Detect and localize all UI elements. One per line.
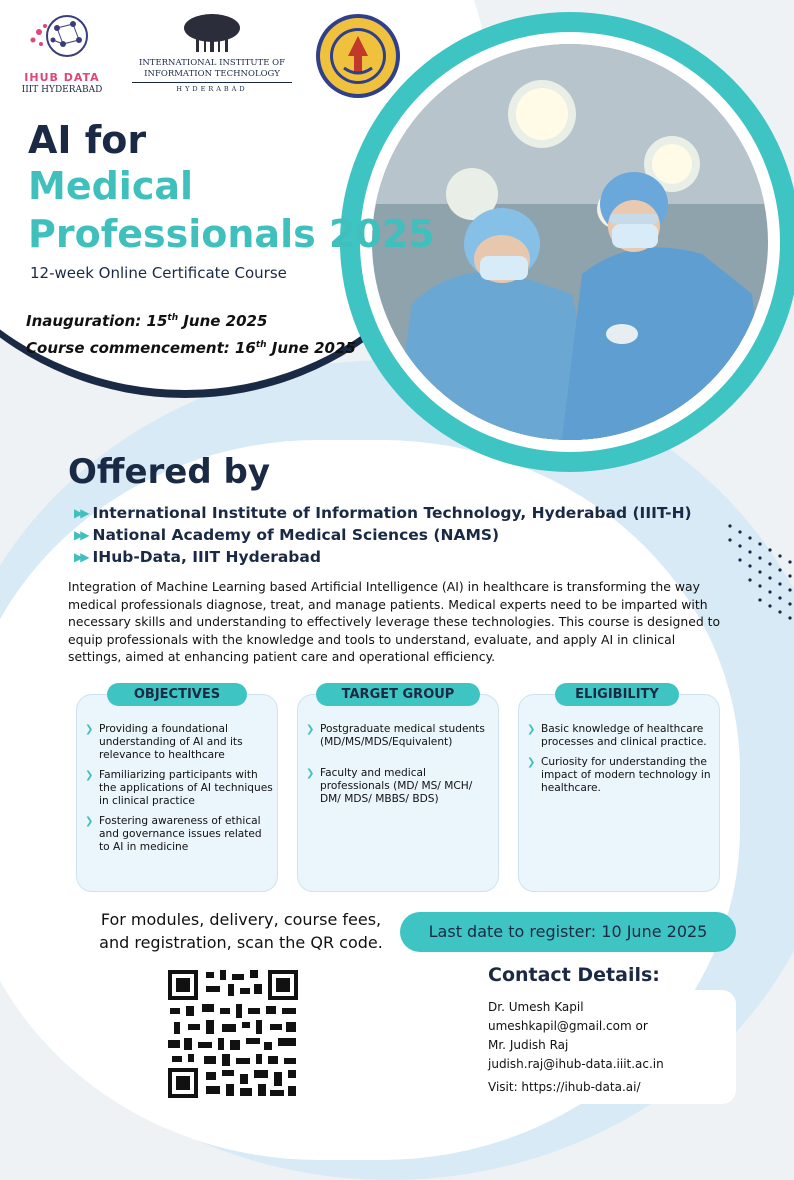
qr-instructions: For modules, delivery, course fees, and registration, scan the QR code. xyxy=(99,910,383,952)
double-chevron-icon: ▶▶ xyxy=(74,528,87,542)
list-item: ❯ Basic knowledge of healthcare processes and clinical practice. xyxy=(527,723,707,748)
contact-email-1[interactable]: umeshkapil@gmail.com or xyxy=(488,1019,648,1033)
iiit-name-line1: INTERNATIONAL INSTITUTE OF xyxy=(138,58,286,68)
course-subtitle: 12-week Online Certificate Course xyxy=(30,264,287,282)
registration-qr-code[interactable] xyxy=(166,968,300,1100)
key-dates xyxy=(26,306,356,360)
eligibility-tag: ELIGIBILITY xyxy=(555,683,679,706)
eligibility-card xyxy=(518,687,720,892)
chevron-right-icon: ❯ xyxy=(306,768,315,779)
list-item: ❯ Curiosity for understanding the impact of modern technology in healthcare. xyxy=(527,756,711,794)
iiit-name-line2: INFORMATION TECHNOLOGY xyxy=(132,69,292,83)
objectives-card xyxy=(76,687,278,892)
title-line-1: AI for xyxy=(28,118,147,162)
chevron-right-icon: ❯ xyxy=(527,724,536,735)
iiit-hyderabad-logo xyxy=(132,12,292,95)
objectives-tag: OBJECTIVES xyxy=(107,683,247,706)
course-description: Integration of Machine Learning based Artificial Intelligence (AI) in healthcare is transforming the way medical professionals diagnose, treat, and manage patients. Medical experts need to be imparted with necessary skills and understanding to effectively leverage these technologies. This course is designed to equip professionals with the knowledge and tools to understand, evaluate, and apply AI in clinical settings, aimed at enhancing patient care and operational efficiency. xyxy=(68,579,721,664)
iiit-city: HYDERABAD xyxy=(176,85,248,93)
chevron-right-icon: ❯ xyxy=(85,724,94,735)
nams-seal-logo xyxy=(314,12,402,100)
target-group-list xyxy=(306,723,494,813)
ihub-brain-icon xyxy=(27,12,97,68)
eligibility-list xyxy=(527,723,715,802)
chevron-right-icon: ❯ xyxy=(85,816,94,827)
banyan-tree-icon xyxy=(182,12,242,54)
course-title xyxy=(28,118,435,258)
list-item: ❯ Postgraduate medical students (MD/MS/MDS/Equivalent) xyxy=(306,723,485,748)
chevron-right-icon: ❯ xyxy=(85,770,94,781)
title-line-2: Medical xyxy=(28,164,194,208)
list-item: ❯ Fostering awareness of ethical and governance issues related to AI in medicine xyxy=(85,815,262,853)
title-line-3: Professionals 2025 xyxy=(28,212,435,256)
list-item: ❯ Familiarizing participants with the applications of AI techniques in clinical practice xyxy=(85,769,273,807)
registration-deadline-badge: Last date to register: 10 June 2025 xyxy=(400,912,736,952)
ihub-data-logo xyxy=(14,12,110,96)
offered-by-item: ▶▶ International Institute of Information Technology, Hyderabad (IIIT-H) xyxy=(74,504,692,522)
contact-name-2: Mr. Judish Raj xyxy=(488,1038,569,1052)
contact-email-2[interactable]: judish.raj@ihub-data.iiit.ac.in xyxy=(488,1057,664,1071)
target-group-tag: TARGET GROUP xyxy=(316,683,480,706)
offered-by-item: ▶▶ National Academy of Medical Sciences (NAMS) xyxy=(74,526,500,544)
offered-by-heading: Offered by xyxy=(68,452,271,492)
inauguration-date: Inauguration: 15th June 2025 xyxy=(26,312,268,330)
objectives-list xyxy=(85,723,273,861)
target-group-card xyxy=(297,687,499,892)
website-link[interactable]: Visit: https://ihub-data.ai/ xyxy=(488,1080,641,1094)
offered-by-item: ▶▶ IHub-Data, IIIT Hyderabad xyxy=(74,548,321,566)
contact-heading: Contact Details: xyxy=(488,964,660,986)
list-item: ❯ Faculty and medical professionals (MD/ MS/ MCH/ DM/ MDS/ MBBS/ BDS) xyxy=(306,767,473,805)
chevron-right-icon: ❯ xyxy=(306,724,315,735)
offered-by-list xyxy=(74,502,692,568)
dotted-decoration xyxy=(724,520,794,630)
chevron-right-icon: ❯ xyxy=(527,757,536,768)
ihub-logo-subtext: IIIT HYDERABAD xyxy=(21,85,103,95)
logo-row xyxy=(14,12,402,100)
ihub-logo-text: IHUB DATA xyxy=(24,71,100,84)
double-chevron-icon: ▶▶ xyxy=(74,506,87,520)
list-item: ❯ Providing a foundational understanding of AI and its relevance to healthcare xyxy=(85,723,243,761)
commencement-date: Course commencement: 16th June 2025 xyxy=(26,339,356,357)
contact-name-1: Dr. Umesh Kapil xyxy=(488,1000,584,1014)
double-chevron-icon: ▶▶ xyxy=(74,550,87,564)
